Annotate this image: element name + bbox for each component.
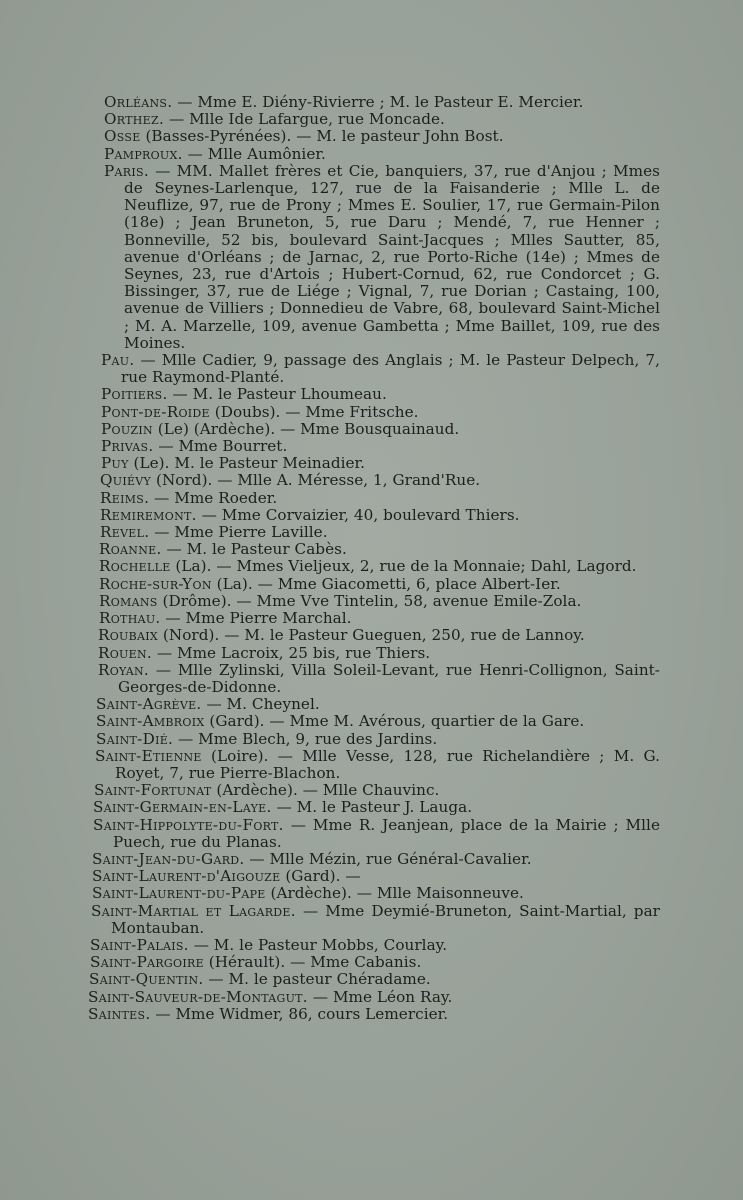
directory-entry (94, 782, 660, 799)
entry-details: — Mme R. Jeanjean, place de la Mairie ; Mlle Puech, rue du Planas. (113, 815, 660, 851)
entry-place: Saint-Sauveur-de-Montagut. (88, 987, 308, 1006)
entry-details: — M. le pasteur Chéradame. (203, 970, 431, 989)
entry-place: Saint-Dié. (96, 729, 174, 748)
directory-entry (101, 438, 660, 455)
entry-place: Saint-Etienne (95, 746, 202, 765)
entry-details: — Mme Blech, 9, rue des Jardins. (173, 729, 438, 748)
entry-place: Saint-Pargoire (90, 953, 204, 972)
directory-entry (99, 541, 660, 558)
directory-entry (89, 971, 660, 988)
entry-place: Roche-sur-Yon (99, 574, 212, 593)
directory-entry (93, 817, 660, 851)
entry-details: — M. le Pasteur Mobbs, Courlay. (188, 935, 448, 954)
entry-details: (Gard). — Mme M. Avérous, quartier de la Gare. (204, 712, 585, 731)
entry-details: — M. le Pasteur Lhoumeau. (167, 385, 387, 404)
entry-place: Saint-Hippolyte-du-Fort. (93, 815, 284, 834)
entry-place: Poitiers. (101, 385, 168, 404)
entry-details: (Ardèche). — Mlle Maisonneuve. (265, 884, 524, 903)
directory-entry (101, 421, 660, 438)
entry-place: Roubaix (98, 626, 159, 645)
directory-entry (100, 524, 660, 541)
entry-place: Roanne. (99, 540, 162, 559)
entry-place: Rochelle (99, 557, 171, 576)
entry-place: Paris. (104, 161, 149, 180)
entry-place: Osse (104, 127, 141, 146)
entry-place: Saint-Quentin. (89, 970, 204, 989)
directory-entry (104, 146, 660, 163)
entry-place: Revel. (100, 523, 150, 542)
entry-place: Saint-Laurent-d'Aigouze (92, 867, 281, 886)
entry-place: Puy (101, 454, 129, 473)
directory-entry (104, 111, 660, 128)
entry-place: Rothau. (99, 609, 161, 628)
directory-entry (92, 851, 660, 868)
entry-place: Pont-de-Roide (101, 402, 210, 421)
directory-entry (96, 713, 660, 730)
entry-details: — Mlle Zylinski, Villa Soleil-Levant, rue Henri-Collignon, Saint-Georges-de-Didonne. (118, 660, 660, 696)
entry-place: Orléans. (104, 93, 173, 111)
entry-details: (Hérault). — Mme Cabanis. (203, 953, 422, 972)
directory-entry (92, 868, 660, 885)
directory-entry (92, 885, 660, 902)
entry-details: — Mlle Ide Lafargue, rue Moncade. (164, 110, 445, 129)
directory-entry (104, 94, 660, 111)
directory-entry (100, 472, 660, 489)
entry-details: (Nord). — Mlle A. Méresse, 1, Grand'Rue. (151, 471, 481, 490)
entry-details: — M. Cheynel. (201, 695, 320, 714)
directory-entry (99, 558, 660, 575)
entry-place: Privas. (101, 437, 154, 456)
directory-entry (98, 645, 660, 662)
entry-place: Saint-Fortunat (94, 781, 212, 800)
entry-place: Quiévy (100, 471, 152, 490)
entry-details: — Mlle Aumônier. (182, 144, 326, 163)
directory-entry (98, 627, 660, 644)
directory-entry (101, 352, 660, 386)
entry-details: — Mme E. Diény-Rivierre ; M. le Pasteur E. Mercier. (172, 93, 584, 111)
directory-entry (96, 731, 660, 748)
entry-details: (Doubs). — Mme Fritsche. (209, 402, 419, 421)
directory-list (88, 94, 660, 1023)
entry-details: (Basses-Pyrénées). — M. le pasteur John Bost. (140, 127, 504, 146)
entry-place: Reims. (100, 488, 150, 507)
entry-details: — Mme Roeder. (149, 488, 278, 507)
entry-details: — Mme Corvaizier, 40, boulevard Thiers. (196, 505, 520, 524)
directory-entry (100, 507, 660, 524)
entry-place: Pouzin (101, 419, 153, 438)
entry-details: — Mme Pierre Marchal. (160, 609, 352, 628)
entry-details: — M. le Pasteur J. Lauga. (271, 798, 473, 817)
entry-details: (Drôme). — Mme Vve Tintelin, 58, avenue Emile-Zola. (157, 591, 582, 610)
entry-details: (Ardèche). — Mlle Chauvinc. (211, 781, 440, 800)
entry-details: (La). — Mme Giacometti, 6, place Albert-Ier. (211, 574, 561, 593)
directory-entry (99, 576, 660, 593)
directory-entry (88, 1006, 660, 1023)
directory-entry (98, 662, 660, 696)
entry-details: (Gard). — (280, 867, 361, 886)
directory-entry (93, 799, 660, 816)
directory-entry (91, 903, 660, 937)
entry-details: — Mme Lacroix, 25 bis, rue Thiers. (152, 643, 431, 662)
directory-entry (104, 128, 660, 145)
entry-place: Orthez. (104, 110, 165, 129)
entry-place: Saint-Laurent-du-Pape (92, 884, 266, 903)
entry-place: Saintes. (88, 1004, 151, 1023)
entry-place: Saint-Martial et Lagarde. (91, 901, 296, 920)
directory-entry (101, 404, 660, 421)
entry-details: (Loire). — Mlle Vesse, 128, rue Richelandière ; M. G. Royet, 7, rue Pierre-Blachon. (115, 746, 660, 782)
entry-place: Saint-Ambroix (96, 712, 205, 731)
entry-place: Saint-Agrève. (96, 695, 202, 714)
entry-details: (La). — Mmes Vieljeux, 2, rue de la Monnaie; Dahl, Lagord. (170, 557, 637, 576)
entry-place: Rouen. (98, 643, 153, 662)
entry-details: — MM. Mallet frères et Cie, banquiers, 37, rue d'Anjou ; Mmes de Seynes-Larlenque, 127, rue de la Faisanderie ; Mlle L. de Neuflize, 97, rue de Prony ; Mmes E. Soulier, 17, rue Germain-Pilon (18e) ; Jean Bruneton, 5, rue Daru ; Mendé, 7, rue Henner ; Bonneville, 52 bis, boulevard Saint-Jacques ; Mlles Sautter, 85, avenue d'Orléans ; de Jarnac, 2, rue Porto-Riche (14e) ; Mmes de Seynes, 23, rue d'Artois ; Hubert-Cornud, 62, rue Condorcet ; G. Bissinger, 37, rue de Liége ; Vignal, 7, rue Dorian ; Castaing, 100, avenue de Villiers ; Donnedieu de Vabre, 68, boulevard Saint-Michel ; M. A. Marzelle, 109, avenue Gambetta ; Mme Baillet, 109, rue des Moines. (124, 161, 660, 352)
entry-details: — Mlle Cadier, 9, passage des Anglais ; M. le Pasteur Delpech, 7, rue Raymond-Planté. (121, 351, 660, 387)
directory-entry (100, 490, 660, 507)
directory-entry (101, 455, 660, 472)
entry-place: Saint-Jean-du-Gard. (92, 849, 245, 868)
directory-entry (104, 163, 660, 352)
entry-details: (Le). M. le Pasteur Meinadier. (128, 454, 366, 473)
entry-place: Saint-Germain-en-Laye. (93, 798, 272, 817)
directory-entry (101, 386, 660, 403)
entry-details: — M. le Pasteur Cabès. (161, 540, 347, 559)
entry-details: — Mme Widmer, 86, cours Lemercier. (150, 1004, 449, 1023)
directory-entry (95, 748, 660, 782)
entry-details: — Mme Léon Ray. (307, 987, 453, 1006)
entry-place: Royan. (98, 660, 150, 679)
directory-entry (90, 954, 660, 971)
directory-entry (99, 593, 660, 610)
entry-details: (Nord). — M. le Pasteur Gueguen, 250, rue de Lannoy. (158, 626, 585, 645)
directory-entry (90, 937, 660, 954)
entry-place: Pamproux. (104, 144, 183, 163)
entry-details: — Mme Deymié-Bruneton, Saint-Martial, par Montauban. (111, 901, 660, 937)
directory-entry (96, 696, 660, 713)
entry-place: Saint-Palais. (90, 935, 189, 954)
entry-details: — Mlle Mézin, rue Général-Cavalier. (244, 849, 532, 868)
entry-details: — Mme Pierre Laville. (149, 523, 328, 542)
directory-entry (88, 989, 660, 1006)
entry-place: Remiremont. (100, 505, 197, 524)
entry-details: — Mme Bourret. (153, 437, 288, 456)
directory-entry (99, 610, 660, 627)
entry-details: (Le) (Ardèche). — Mme Bousquainaud. (152, 419, 460, 438)
entry-place: Pau. (101, 351, 135, 370)
entry-place: Romans (99, 591, 158, 610)
